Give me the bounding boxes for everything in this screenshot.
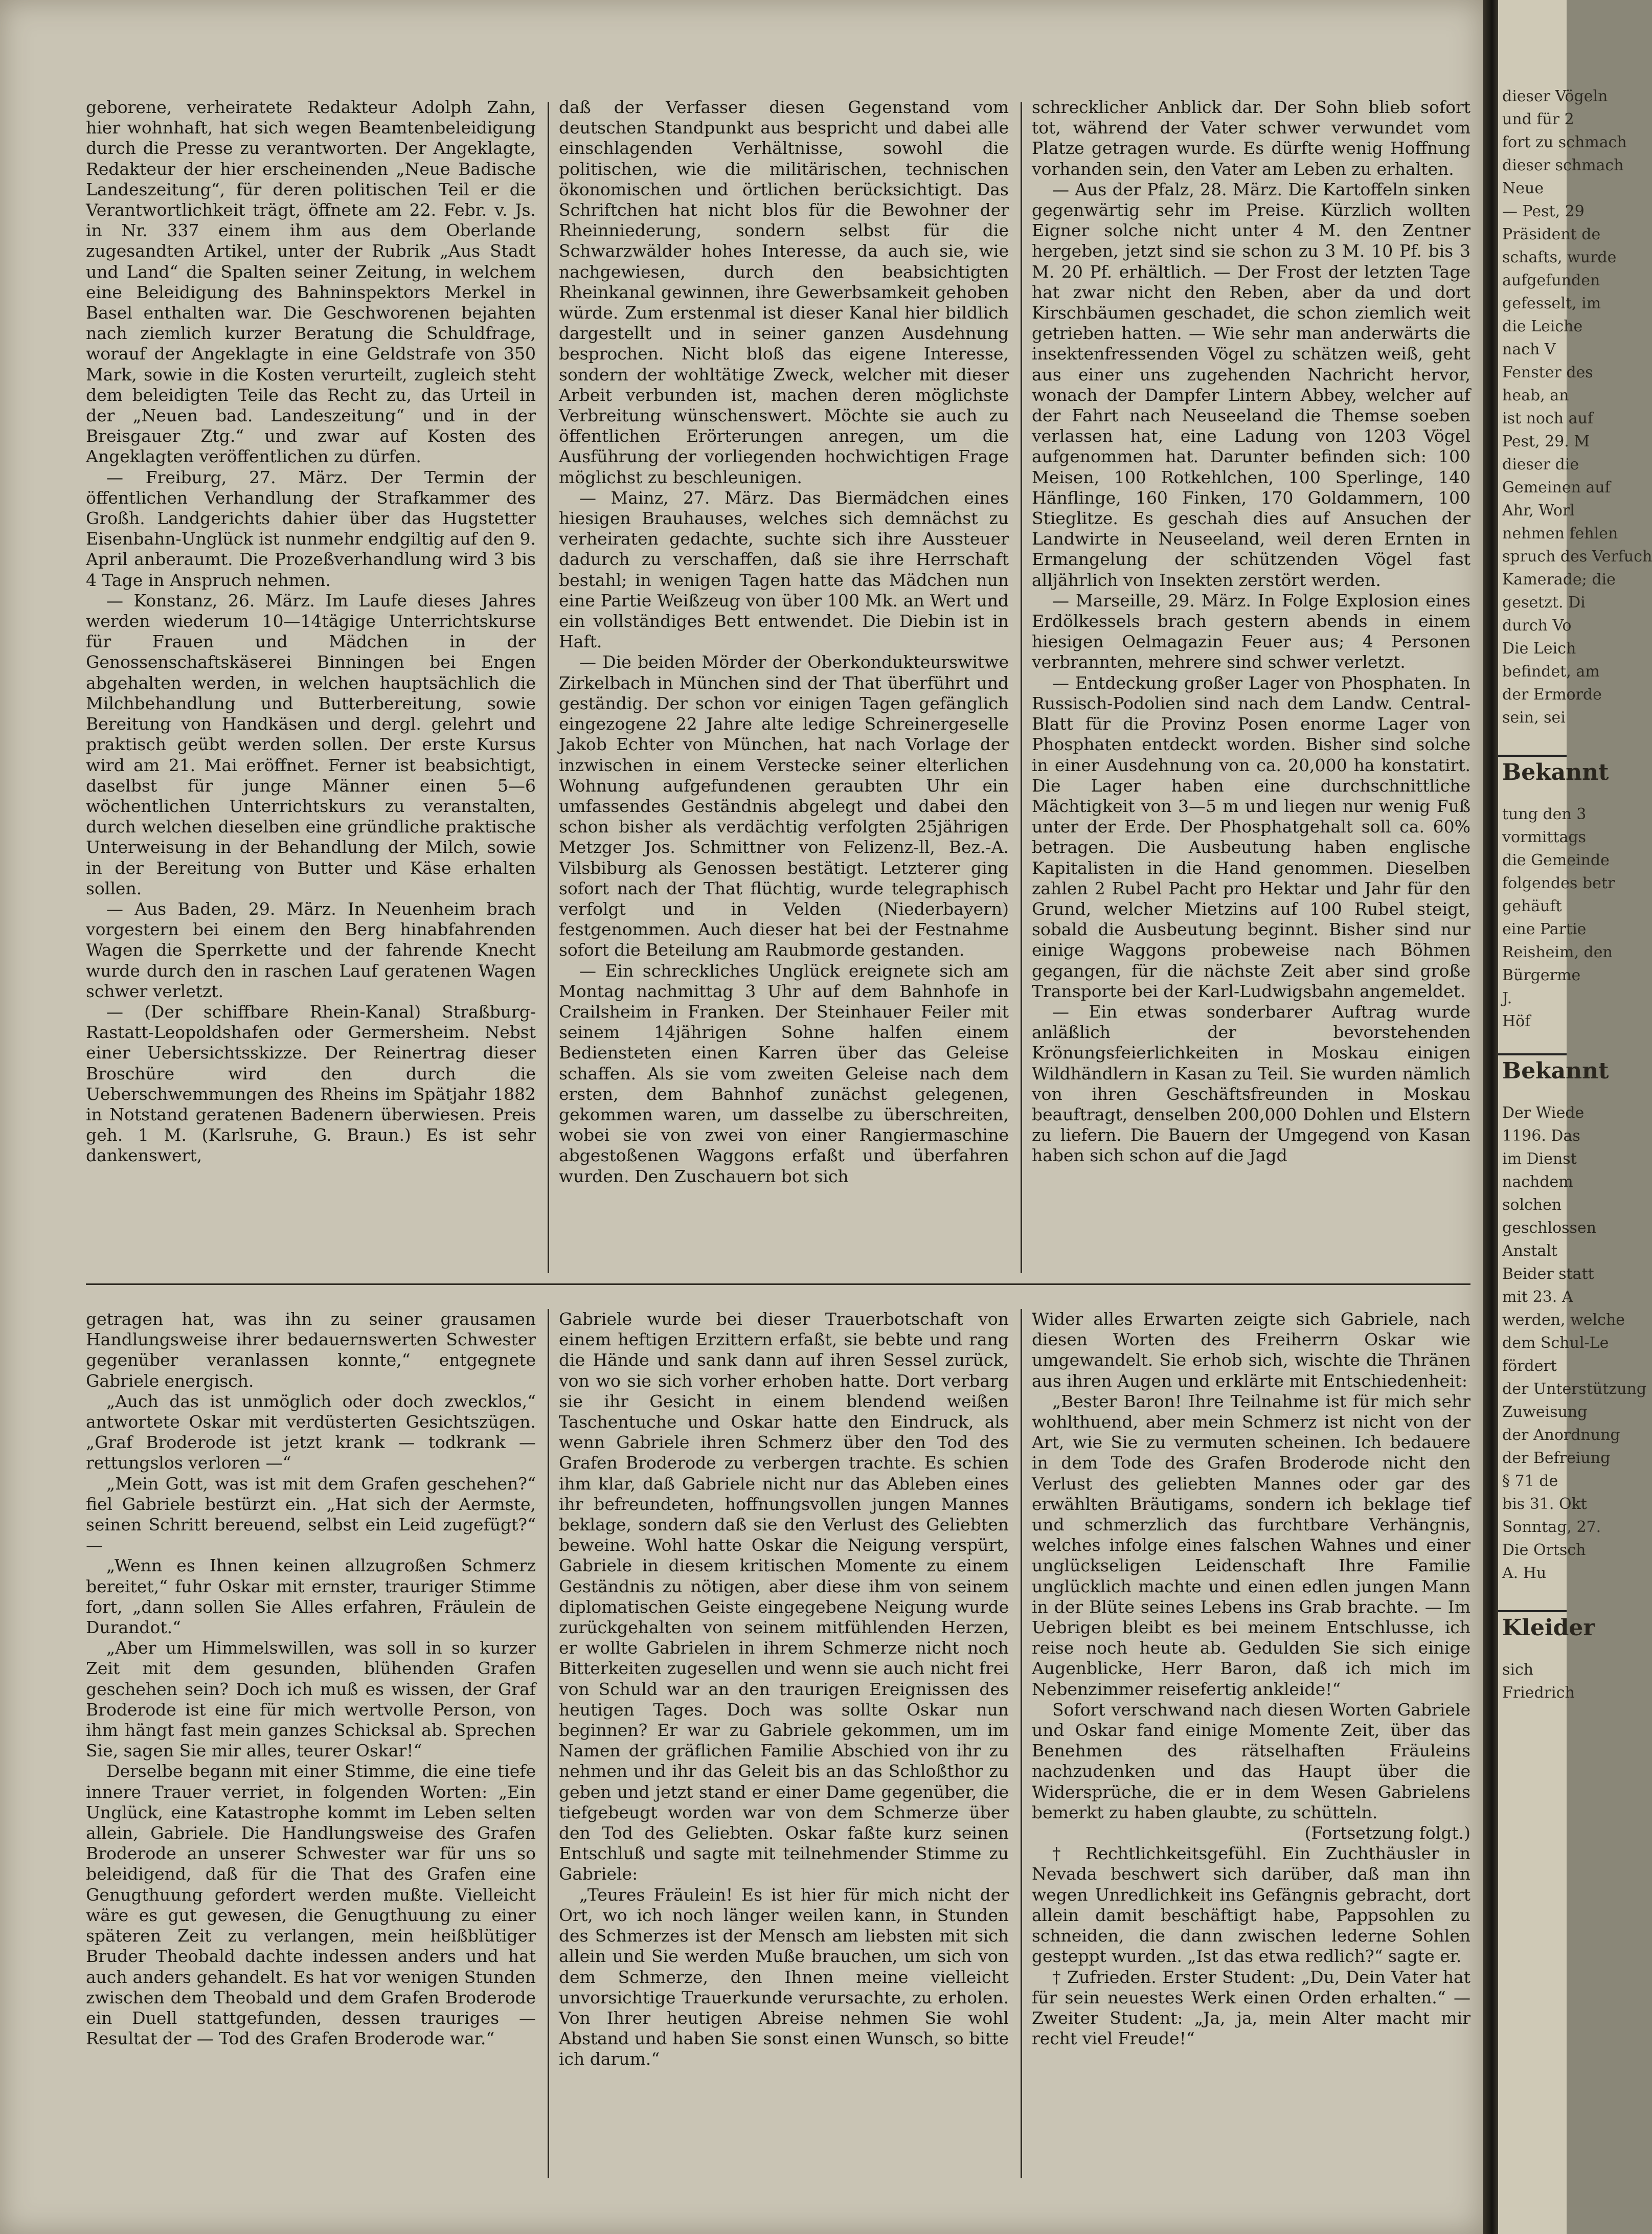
article-paragraph: — Aus Baden, 29. März. In Neuenheim brach vorgestern bei einem den Berg hinabfahrenden Wagen die Sperrkette und der fahrende Knecht wurde durch den in raschen Lauf geratenen Wagen schwer verletzt.: [86, 898, 536, 1001]
article-paragraph: Sofort verschwand nach diesen Worten Gabriele und Oskar fand einige Momente Zeit, über das Benehmen des rätselhaften Fräuleins nachzudenken und das Haupt über die Widersprüche, die er in dem Wesen Gabrielens bemerkt zu haben glaubte, zu schütteln.: [1032, 1699, 1470, 1822]
adjacent-line: Pest, 29. M: [1502, 433, 1590, 450]
adjacent-heading: Bekannt: [1502, 759, 1609, 785]
article-paragraph: — Konstanz, 26. März. Im Laufe dieses Jahres werden wiederum 10—14tägige Unterrichtskurse für Frauen und Mädchen in der Genossenschaftskäserei Binningen bei Engen abgehalten werden, in welchen hauptsächlich die Milchbehandlung und Butterbereitung, sowie Bereitung von Handkäsen und dergl. gelehrt und praktisch geübt werden sollen. Der erste Kursus wird am 21. Mai eröffnet. Ferner ist beabsichtigt, daselbst für junge Männer einen 5—6 wöchentlichen Unterrichtskurs zu veranstalten, durch welchen dieselben eine gründliche praktische Unterweisung in der Behandlung der Milch, sowie in der Bereitung von Butter und Käse erhalten sollen.: [86, 590, 536, 898]
adjacent-line: geschlossen: [1502, 1219, 1596, 1237]
adjacent-line: solchen: [1502, 1196, 1562, 1214]
adjacent-line: Sonntag, 27.: [1502, 1518, 1601, 1536]
adjacent-line: vormittags: [1502, 828, 1586, 846]
adjacent-line: durch Vo: [1502, 617, 1572, 635]
article-paragraph: Wider alles Erwarten zeigte sich Gabriele, nach diesen Worten des Freiherrn Oskar wie umgewandelt. Sie erhob sich, wischte die Thränen aus ihren Augen und erklärte mit Entschiedenheit:: [1032, 1309, 1470, 1391]
article-paragraph: Gabriele wurde bei dieser Trauerbotschaft von einem heftigen Erzittern erfaßt, sie bebte und rang die Hände und sank dann auf ihren Sessel zurück, von wo sie sich vorher erhoben hatte. Dort verbarg sie ihr Gesicht in einem blendend weißen Taschentuche und Oskar hatte den Eindruck, als wenn Gabriele ihren Schmerz über den Tod des Grafen Broderode zu verbergen trachte. Es schien ihm klar, daß Gabriele nicht nur das Ableben eines ihr befreundeten, hoffnungsvollen jungen Mannes beklage, sondern daß sie den Verlust des Geliebten beweine. Wohl hatte Oskar die Neigung verspürt, Gabriele in diesem kritischen Momente zu einem Geständnis zu nötigen, aber diese ihm von seinem diplomatischen Geiste eingegebene Neigung wurde zurückgehalten von seinem mitfühlenden Herzen, er wollte Gabrielen in ihrem Schmerze nicht noch Bitterkeiten zugesellen und wenn sie auch nicht frei von Schuld war an den traurigen Ereignissen des heutigen Tages. Doch was sollte Oskar nun beginnen? Er war zu Gabriele gekommen, um im Namen der gräflichen Familie Abschied von ihr zu nehmen und ihr das Geleit bis an das Schloßthor zu geben und jetzt stand er einer Dame gegenüber, die tiefgebeugt worden war von dem Schmerze über den Tod des Geliebten. Oskar faßte kurz seinen Entschluß und sagte mit teilnehmender Stimme zu Gabriele:: [559, 1309, 1009, 1884]
adjacent-line: aufgefunden: [1502, 272, 1600, 289]
adjacent-line: Neue: [1502, 179, 1544, 197]
bottom-column-1: [86, 1309, 536, 2173]
article-paragraph: — Ein etwas sonderbarer Auftrag wurde anläßlich der bevorstehenden Krönungsfeierlichkeiten in Moskau einigen Wildhändlern in Kasan zu Teil. Sie wurden nämlich von ihren Geschäftsfreunden in Moskau beauftragt, denselben 200,000 Dohlen und Elstern zu liefern. Die Bauern der Umgegend von Kasan haben sich schon auf die Jagd: [1032, 1001, 1470, 1166]
adjacent-line: J.: [1502, 989, 1512, 1007]
adjacent-line: Gemeinen auf: [1502, 479, 1611, 497]
article-paragraph: „Bester Baron! Ihre Teilnahme ist für mich sehr wohlthuend, aber mein Schmerz ist nicht von der Art, wie Sie zu vermuten scheinen. Ich bedauere in dem Tode des Grafen Broderode nicht den Verlust des geliebten Mannes oder gar des erwählten Bräutigams, sondern ich beklage tief und schmerzlich das furchtbare Verhängnis, welches infolge eines falschen Wahnes und einer unglückseligen Leidenschaft Ihre Familie unglücklich machte und einen edlen jungen Mann in der Blüte seines Lebens ins Grab brachte. — Im Uebrigen bleibt es bei meinem Entschlusse, ich reise noch heute ab. Gedulden Sie sich einige Augenblicke, Herr Baron, daß ich mich im Nebenzimmer reisefertig ankleide!“: [1032, 1391, 1470, 1699]
adjacent-line: Fenster des: [1502, 364, 1593, 381]
adjacent-line: dieser Vögeln: [1502, 87, 1608, 105]
adjacent-line: schafts, wurde: [1502, 249, 1617, 266]
article-paragraph: schrecklicher Anblick dar. Der Sohn blieb sofort tot, während der Vater schwer verwundet vom Platze getragen wurde. Es dürfte wenig Hoffnung vorhanden sein, den Vater am Leben zu erhalten.: [1032, 97, 1470, 179]
top-column-2: [559, 97, 1009, 1253]
adjacent-line: fort zu schmach: [1502, 133, 1627, 151]
adjacent-line: Kamerade; die: [1502, 571, 1616, 589]
adjacent-line: dem Schul-Le: [1502, 1334, 1609, 1352]
adjacent-heading: Kleider: [1502, 1615, 1595, 1641]
adjacent-line: ist noch auf: [1502, 410, 1593, 427]
adjacent-line: Der Wiede: [1502, 1104, 1585, 1122]
adjacent-line: im Dienst: [1502, 1150, 1577, 1168]
adjacent-line: der Unterstützung: [1502, 1380, 1647, 1398]
section-divider: [86, 1283, 1470, 1285]
adjacent-line: die Gemeinde: [1502, 851, 1610, 869]
adjacent-line: Höf: [1502, 1012, 1531, 1030]
adjacent-line: sein, sei: [1502, 709, 1566, 727]
adjacent-line: dieser die: [1502, 456, 1579, 473]
adjacent-line: der Befreiung: [1502, 1449, 1611, 1467]
adjacent-line: — Pest, 29: [1502, 202, 1585, 220]
article-paragraph: getragen hat, was ihn zu seiner grausamen Handlungsweise ihrer bedauernswerten Schwester gegenüber veranlassen konnte,“ entgegnete Gabriele energisch.: [86, 1309, 536, 1391]
adjacent-line: heab, an: [1502, 387, 1569, 404]
adjacent-line: folgendes betr: [1502, 874, 1615, 892]
adjacent-line: dieser schmach: [1502, 156, 1624, 174]
adjacent-line: 1196. Das: [1502, 1127, 1580, 1145]
adjacent-rule: [1498, 1053, 1567, 1055]
adjacent-line: Zuweisung: [1502, 1403, 1588, 1421]
column-rule-top-2: [1021, 102, 1022, 1273]
adjacent-line: Präsident de: [1502, 225, 1601, 243]
column-rule-top-1: [548, 102, 549, 1273]
article-paragraph: „Auch das ist unmöglich oder doch zwecklos,“ antwortete Oskar mit verdüsterten Gesichtszügen. „Graf Broderode ist jetzt krank — todkrank — rettungslos verloren —“: [86, 1391, 536, 1473]
article-paragraph: — Freiburg, 27. März. Der Termin der öffentlichen Verhandlung der Strafkammer des Großh. Landgerichts dahier über das Hugstetter Eisenbahn-Unglück ist nunmehr endgiltig auf den 9. April anberaumt. Die Prozeßverhandlung wird 3 bis 4 Tage in Anspruch nehmen.: [86, 467, 536, 590]
adjacent-line: Ahr, Worl: [1502, 502, 1575, 520]
adjacent-line: nehmen fehlen: [1502, 525, 1618, 543]
article-paragraph: † Rechtlichkeitsgefühl. Ein Zuchthäusler in Nevada beschwert sich darüber, daß man ihn wegen Unredlichkeit ins Gefängnis gebracht, dort allein damit beschäftigt habe, Pappsohlen zu schneiden, die dann zwischen lederne Sohlen gesteppt wurden. „Ist das etwa redlich?“ sagte er.: [1032, 1843, 1470, 1967]
adjacent-line: Beider statt: [1502, 1265, 1594, 1283]
adjacent-line: die Leiche: [1502, 318, 1583, 335]
adjacent-line: eine Partie: [1502, 920, 1587, 938]
column-rule-bottom-2: [1021, 1309, 1022, 2178]
adjacent-line: und für 2: [1502, 110, 1574, 128]
bottom-column-3: [1032, 1309, 1470, 2173]
adjacent-line: nachdem: [1502, 1173, 1573, 1191]
article-paragraph: „Mein Gott, was ist mit dem Grafen geschehen?“ fiel Gabriele bestürzt ein. „Hat sich der Aermste, seinen Schritt bereuend, selbst ein Leid zugefügt?“ —: [86, 1473, 536, 1555]
book-spine: [1483, 0, 1498, 2234]
adjacent-rule: [1498, 1610, 1567, 1612]
adjacent-line: werden, welche: [1502, 1311, 1625, 1329]
article-paragraph: Derselbe begann mit einer Stimme, die eine tiefe innere Trauer verriet, in folgenden Worten: „Ein Unglück, eine Katastrophe kommt im Leben selten allein, Gabriele. Die Handlungsweise des Grafen Broderode an unserer Schwester war für uns so beleidigend, daß für die That des Grafen eine Genugthuung gefordert werden mußte. Vielleicht wäre es gut gewesen, die Genugthuung zu einer späteren Zeit zu verlangen, mein heißblütiger Bruder Theobald dachte indessen anders und hat auch anders gehandelt. Es hat vor wenigen Stunden zwischen dem Theobald und dem Grafen Broderode ein Duell stattgefunden, dessen trauriges — Resultat der — Tod des Grafen Broderode war.“: [86, 1761, 536, 2049]
article-paragraph: daß der Verfasser diesen Gegenstand vom deutschen Standpunkt aus bespricht und dabei alle einschlagenden Verhältnisse, sowohl die politischen, wie die militärischen, technischen ökonomischen und örtlichen berücksichtigt. Das Schriftchen hat nicht blos für die Bewohner der Rheinniederung, sondern selbst für die Schwarzwälder hohes Interesse, da auch sie, wie nachgewiesen, durch den beabsichtigten Rheinkanal gewinnen, ihre Gewerbsamkeit gehoben würde. Zum erstenmal ist dieser Kanal hier bildlich dargestellt und in seiner ganzen Ausdehnung besprochen. Nicht bloß das eigene Interesse, sondern der wohltätige Zweck, welcher mit dieser Arbeit verbunden ist, machen deren möglichste Verbreitung wünschenswert. Möchte sie auch zu öffentlichen Erörterungen anregen, um die Ausführung der vorliegenden hochwichtigen Frage möglichst zu beschleunigen.: [559, 97, 1009, 487]
adjacent-line: befindet, am: [1502, 663, 1600, 681]
adjacent-line: fördert: [1502, 1357, 1557, 1375]
adjacent-line: Die Leich: [1502, 640, 1576, 658]
adjacent-line: nach V: [1502, 341, 1556, 358]
adjacent-page-edge: [1498, 0, 1652, 2234]
article-paragraph: „Aber um Himmelswillen, was soll in so kurzer Zeit mit dem gesunden, blühenden Grafen geschehen sein? Doch ich muß es wissen, der Graf Broderode ist eine für mich wertvolle Person, von ihm hängt fast mein ganzes Schicksal ab. Sprechen Sie, sagen Sie mir alles, teurer Oskar!“: [86, 1638, 536, 1761]
adjacent-line: der Anordnung: [1502, 1426, 1620, 1444]
adjacent-heading: Bekannt: [1502, 1058, 1609, 1084]
adjacent-line: spruch des Verfuch: [1502, 548, 1652, 566]
top-column-3: [1032, 97, 1470, 1253]
adjacent-line: A. Hu: [1502, 1564, 1547, 1582]
article-paragraph: „Teures Fräulein! Es ist hier für mich nicht der Ort, wo ich noch länger weilen kann, in Stunden des Schmerzes ist der Mensch am liebsten mit sich allein und Sie werden Muße brauchen, um sich von dem Schmerze, den Ihnen meine vielleicht unvorsichtige Trauerkunde verursachte, zu erholen. Von Ihrer heutigen Abreise nehmen Sie wohl Abstand und haben Sie sonst einen Wunsch, so bitte ich darum.“: [559, 1884, 1009, 2069]
article-paragraph: — Die beiden Mörder der Oberkondukteurswitwe Zirkelbach in München sind der That überführt und geständig. Der schon vor einigen Tagen gefänglich eingezogene 22 Jahre alte ledige Schreinergeselle Jakob Echter von München, hat nach Vorlage der inzwischen in einem Verstecke seiner elterlichen Wohnung aufgefundenen geraubten Uhr ein umfassendes Geständnis abgelegt und dabei den schon bisher als verdächtig verfolgten 25jährigen Metzger Jos. Schmittner von Felizenz-ll, Bez.-A. Vilsbiburg als Genossen bestätigt. Letzterer ging sofort nach der That flüchtig, wurde telegraphisch verfolgt und in Velden (Niederbayern) festgenommen. Auch dieser hat bei der Festnahme sofort die Beteilung am Raubmorde gestanden.: [559, 652, 1009, 960]
adjacent-line: mit 23. A: [1502, 1288, 1573, 1306]
article-paragraph: (Fortsetzung folgt.): [1304, 1823, 1470, 1843]
adjacent-line: der Ermorde: [1502, 686, 1602, 704]
column-rule-bottom-1: [548, 1309, 549, 2178]
article-paragraph: „Wenn es Ihnen keinen allzugroßen Schmerz bereitet,“ fuhr Oskar mit ernster, trauriger Stimme fort, „dann sollen Sie Alles erfahren, Fräulein de Durandot.“: [86, 1555, 536, 1638]
article-paragraph: — Ein schreckliches Unglück ereignete sich am Montag nachmittag 3 Uhr auf dem Bahnhofe in Crailsheim in Franken. Der Steinhauer Feiler mit seinem 14jährigen Sohne halfen einem Bediensteten einen Karren über das Geleise schaffen. Als sie vom zweiten Geleise nach dem ersten, dem Bahnhof zunächst gelegenen, gekommen waren, um dasselbe zu überschreiten, wobei sie von zwei von einer Rangiermaschine abgestoßenen Waggons erfaßt und überfahren wurden. Den Zuschauern bot sich: [559, 960, 1009, 1186]
adjacent-line: Friedrich: [1502, 1684, 1575, 1702]
top-column-1: [86, 97, 536, 1253]
bottom-column-2: [559, 1309, 1009, 2173]
adjacent-line: § 71 de: [1502, 1472, 1558, 1490]
article-paragraph: — Marseille, 29. März. In Folge Explosion eines Erdölkessels brach gestern abends in einem hiesigen Oelmagazin Feuer aus; 4 Personen verbrannten, mehrere sind schwer verletzt.: [1032, 590, 1470, 672]
article-paragraph: — Entdeckung großer Lager von Phosphaten. In Russisch-Podolien sind nach dem Landw. Central-Blatt für die Provinz Posen enorme Lager von Phosphaten entdeckt worden. Bisher sind solche in einer Ausdehnung von ca. 20,000 ha konstatirt. Die Lager haben eine durchschnittliche Mächtigkeit von 3—5 m und liegen nur wenig Fuß unter der Erde. Der Phosphatgehalt soll ca. 60% betragen. Die Ausbeutung haben englische Kapitalisten in die Hand genommen. Dieselben zahlen 2 Rubel Pacht pro Hektar und Jahr für den Grund, welcher Mietzins auf 100 Rubel steigt, sobald die Ausbeutung beginnt. Bisher sind nur einige Waggons probeweise nach Böhmen gegangen, für die nächste Zeit aber sind große Transporte bei der Karl-Ludwigsbahn angemeldet.: [1032, 672, 1470, 1001]
article-paragraph: † Zufrieden. Erster Student: „Du, Dein Vater hat für sein neuestes Werk einen Orden erhalten.“ — Zweiter Student: „Ja, ja, mein Alter macht mir recht viel Freude!“: [1032, 1967, 1470, 2049]
adjacent-line: gesetzt. Di: [1502, 594, 1586, 612]
adjacent-line: sich: [1502, 1661, 1534, 1679]
adjacent-line: bis 31. Okt: [1502, 1495, 1587, 1513]
adjacent-line: Bürgerme: [1502, 966, 1581, 984]
adjacent-line: Anstalt: [1502, 1242, 1557, 1260]
adjacent-line: Reisheim, den: [1502, 943, 1613, 961]
article-paragraph: geborene, verheiratete Redakteur Adolph Zahn, hier wohnhaft, hat sich wegen Beamtenbeleidigung durch die Presse zu verantworten. Der Angeklagte, Redakteur der hier erscheinenden „Neue Badische Landeszeitung“, für deren politischen Teil er die Verantwortlichkeit trägt, öffnete am 22. Febr. v. Js. in Nr. 337 einem ihm aus dem Oberlande zugesandten Artikel, unter der Rubrik „Aus Stadt und Land“ die Spalten seiner Zeitung, in welchem eine Beleidigung des Bahninspektors Merkel in Basel enthalten war. Die Geschworenen bejahten nach ziemlich kurzer Beratung die Schuldfrage, worauf der Angeklagte in eine Geldstrafe von 350 Mark, sowie in die Kosten verurteilt, zugleich steht dem beleidigten Teile das Recht zu, das Urteil in der „Neuen bad. Landeszeitung“ und in der Breisgauer Ztg.“ und zwar auf Kosten des Angeklagten veröffentlichen zu dürfen.: [86, 97, 536, 467]
adjacent-line: gehäuft: [1502, 897, 1562, 915]
adjacent-line: tung den 3: [1502, 805, 1587, 823]
adjacent-rule: [1498, 755, 1567, 757]
article-paragraph: — (Der schiffbare Rhein-Kanal) Straßburg-Rastatt-Leopoldshafen oder Germersheim. Nebst einer Uebersichtsskizze. Der Reinertrag dieser Broschüre wird den durch die Ueberschwemmungen des Rheins im Spätjahr 1882 in Notstand geratenen Badenern überwiesen. Preis geh. 1 M. (Karlsruhe, G. Braun.) Es ist sehr dankenswert,: [86, 1001, 536, 1166]
adjacent-line: Die Ortsch: [1502, 1541, 1586, 1559]
adjacent-line: gefesselt, im: [1502, 295, 1601, 312]
article-paragraph: — Aus der Pfalz, 28. März. Die Kartoffeln sinken gegenwärtig sehr im Preise. Kürzlich wollten Eigner solche nicht unter 4 M. den Zentner hergeben, jetzt sind sie schon zu 3 M. 10 Pf. bis 3 M. 20 Pf. erhältlich. — Der Frost der letzten Tage hat zwar nicht den Reben, aber da und dort Kirschbäumen geschadet, die schon ziemlich weit getrieben hatten. — Wie sehr man anderwärts die insektenfressenden Vögel zu schätzen weiß, geht aus einer uns zugehenden Nachricht hervor, wonach der Dampfer Lintern Abbey, welcher auf der Fahrt nach Neuseeland die Themse soeben verlassen hat, eine Ladung von 1203 Vögel aufgenommen hat. Darunter befinden sich: 100 Meisen, 100 Rotkehlchen, 100 Sperlinge, 140 Hänflinge, 160 Finken, 170 Goldammern, 100 Stieglitze. Es geschah dies auf Ansuchen der Landwirte in Neuseeland, weil deren Ernten in Ermangelung der schützenden Vögel fast alljährlich von Insekten zerstört werden.: [1032, 179, 1470, 590]
article-paragraph: — Mainz, 27. März. Das Biermädchen eines hiesigen Brauhauses, welches sich demnächst zu verheiraten gedachte, suchte sich ihre Aussteuer dadurch zu verschaffen, daß sie ihre Herrschaft bestahl; in wenigen Tagen hatte das Mädchen nun eine Partie Weißzeug von über 100 Mk. an Wert und ein vollständiges Bett entwendet. Die Diebin ist in Haft.: [559, 487, 1009, 652]
